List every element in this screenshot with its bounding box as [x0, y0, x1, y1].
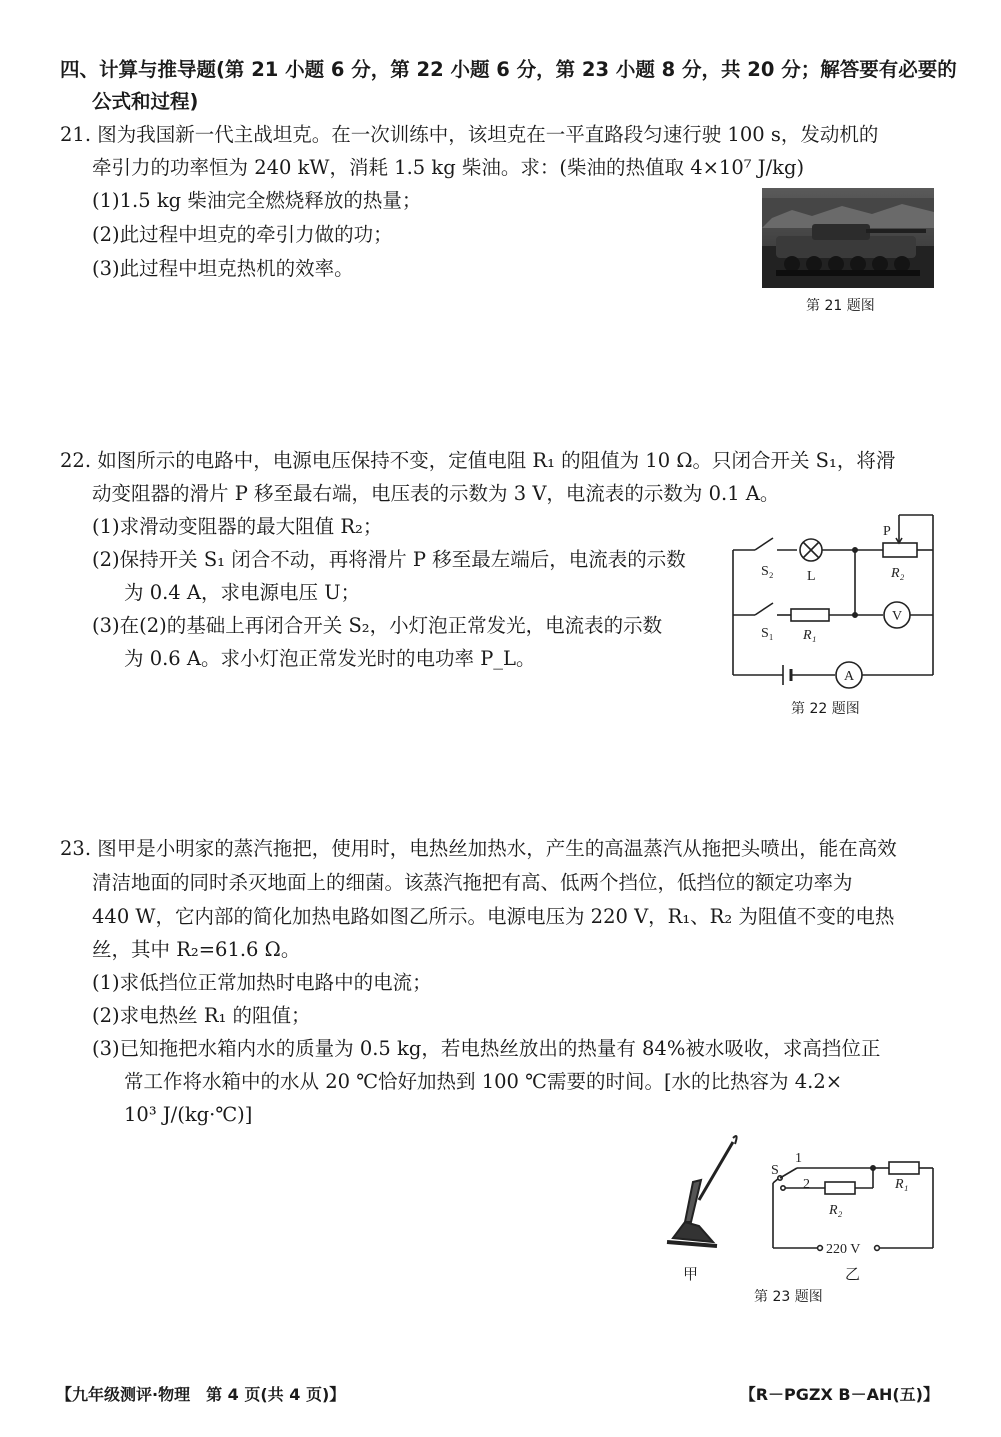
resistor-r2-icon — [825, 1182, 855, 1194]
label-r2: R₂ — [891, 566, 905, 581]
q23-part3-line1: (3)已知拖把水箱内水的质量为 0.5 kg，若电热丝放出的热量有 84%被水吸收，求高挡位正 — [92, 1037, 881, 1060]
resistor-r1-icon — [791, 609, 829, 621]
tank-photo — [762, 188, 934, 288]
label-p: P — [883, 524, 891, 539]
q22-part3-line2: 为 0.6 A。求小灯泡正常发光时的电功率 P_L。 — [124, 647, 536, 670]
q23-part3-line2: 常工作将水箱中的水从 20 ℃恰好加热到 100 ℃需要的时间。[水的比热容为 4.2× — [124, 1070, 843, 1093]
q22-text-line2: 动变阻器的滑片 P 移至最右端，电压表的示数为 3 V，电流表的示数为 0.1 A。 — [92, 482, 780, 505]
q23-text-line3: 440 W，它内部的简化加热电路如图乙所示。电源电压为 220 V，R₁、R₂ 为阻值不变的电热 — [92, 905, 895, 928]
q23-circuit-diagram — [765, 1148, 940, 1258]
q22-part2-line2: 为 0.4 A，求电源电压 U； — [124, 581, 361, 604]
q22-part2-line1: (2)保持开关 S₁ 闭合不动，再将滑片 P 移至最左端后，电流表的示数 — [92, 548, 686, 571]
q23-part2: (2)求电热丝 R₁ 的阻值； — [92, 1004, 311, 1027]
label-s1: S₁ — [761, 626, 774, 641]
q23-part3-line3: 10³ J/(kg·℃)] — [124, 1103, 253, 1126]
label-r2: R₂ — [829, 1203, 843, 1218]
q23-text-line2: 清洁地面的同时杀灭地面上的细菌。该蒸汽拖把有高、低两个挡位，低挡位的额定功率为 — [92, 871, 853, 894]
q22-figure-caption: 第 22 题图 — [791, 701, 860, 717]
label-r1: R₁ — [803, 628, 817, 643]
label-1: 1 — [795, 1151, 802, 1166]
q23-text-line4: 丝，其中 R₂=61.6 Ω。 — [92, 938, 301, 961]
label-s2: S₂ — [761, 564, 774, 579]
q21-text-line1: 21. 图为我国新一代主战坦克。在一次训练中，该坦克在一平直路段匀速行驶 100 s，发动机的 — [60, 123, 879, 146]
q22-circuit-diagram — [725, 505, 940, 695]
label-l: L — [807, 569, 816, 584]
q21-figure-caption: 第 21 题图 — [806, 298, 875, 314]
fig-yi-label: 乙 — [845, 1265, 861, 1283]
footer-left: 【九年级测评·物理 第 4 页(共 4 页)】 — [56, 1385, 346, 1404]
q21-part3: (3)此过程中坦克热机的效率。 — [92, 257, 354, 280]
label-r1: R₁ — [895, 1177, 909, 1192]
label-v: V — [892, 609, 903, 624]
label-s: S — [771, 1163, 779, 1178]
q23-part1: (1)求低挡位正常加热时电路中的电流； — [92, 971, 432, 994]
q22-text-line1: 22. 如图所示的电路中，电源电压保持不变，定值电阻 R₁ 的阻值为 10 Ω。只闭合开关 S₁，将滑 — [60, 449, 896, 472]
fig-jia-label: 甲 — [683, 1265, 699, 1283]
q22-part1: (1)求滑动变阻器的最大阻值 R₂； — [92, 515, 383, 538]
lamp-icon — [800, 539, 822, 561]
q23-figure-caption: 第 23 题图 — [754, 1289, 823, 1305]
q22-part3-line1: (3)在(2)的基础上再闭合开关 S₂，小灯泡正常发光，电流表的示数 — [92, 614, 663, 637]
section-heading-line2: 公式和过程) — [92, 90, 199, 113]
q23-text-line1: 23. 图甲是小明家的蒸汽拖把，使用时，电热丝加热水，产生的高温蒸汽从拖把头喷出，能在高效 — [60, 837, 897, 860]
q21-text-line2: 牵引力的功率恒为 240 kW，消耗 1.5 kg 柴油。求：(柴油的热值取 4×10⁷ J/kg) — [92, 156, 805, 179]
label-220v: 220 V — [826, 1242, 861, 1257]
label-2: 2 — [803, 1177, 810, 1192]
q21-part2: (2)此过程中坦克的牵引力做的功； — [92, 223, 393, 246]
rheostat-r2-icon — [883, 543, 917, 557]
q21-part1: (1)1.5 kg 柴油完全燃烧释放的热量； — [92, 189, 422, 212]
footer-right: 【R－PGZX B－AH(五)】 — [739, 1385, 939, 1404]
steam-mop-figure — [655, 1130, 745, 1255]
section-heading-line1: 四、计算与推导题(第 21 小题 6 分，第 22 小题 6 分，第 23 小题 8 分，共 20 分；解答要有必要的 — [60, 58, 957, 81]
label-a: A — [844, 669, 855, 684]
resistor-r1-icon — [889, 1162, 919, 1174]
